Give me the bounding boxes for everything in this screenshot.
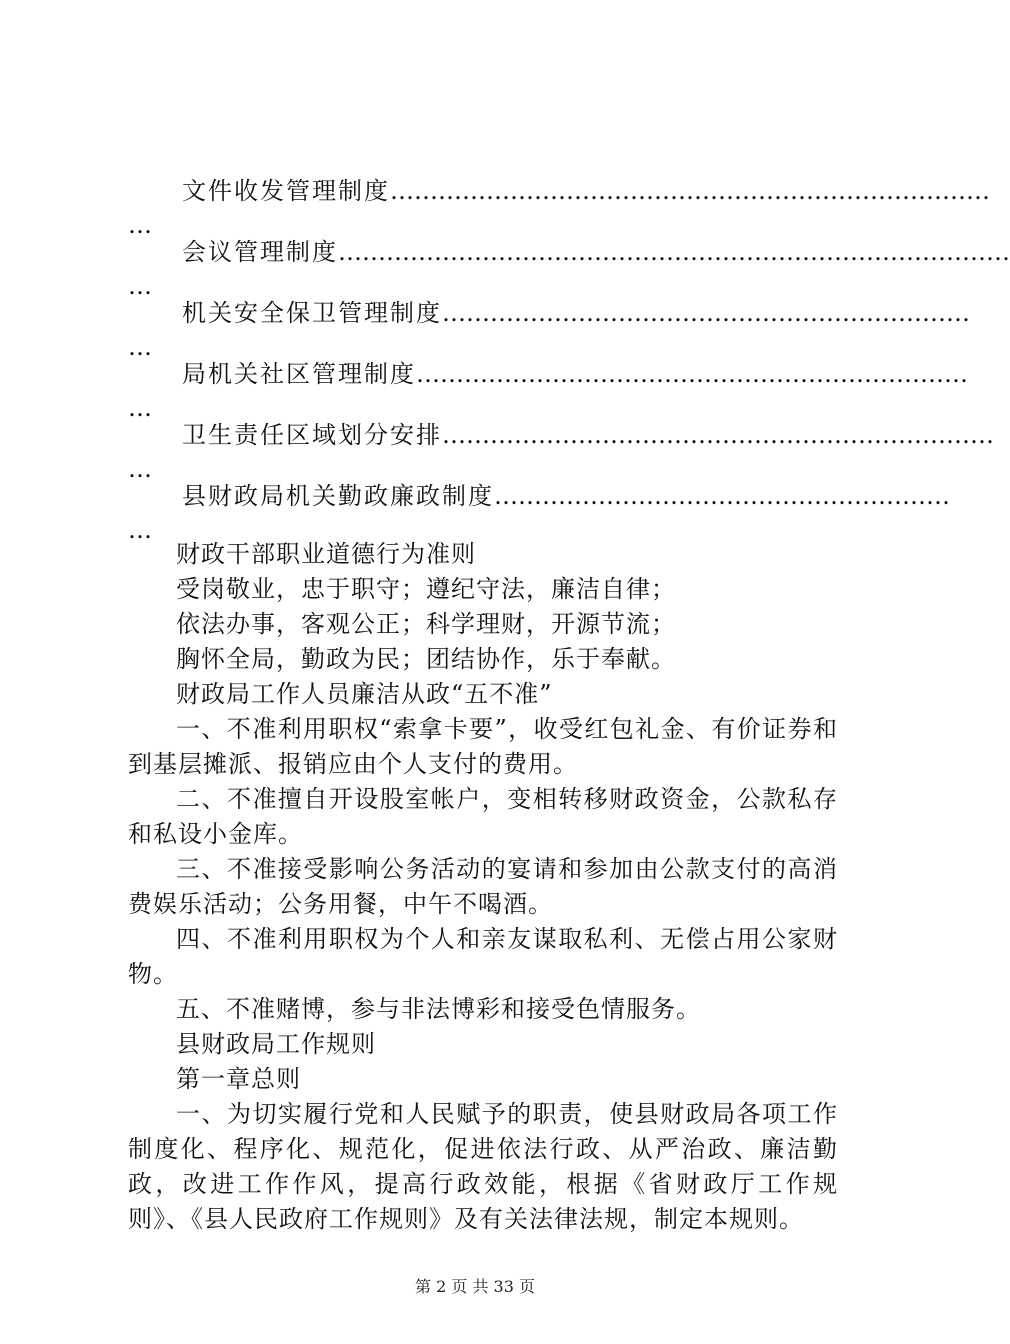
toc-entry-title: 会议管理制度 (182, 238, 338, 266)
toc-leader-continuation: … (128, 272, 152, 300)
toc-entry-title: 卫生责任区域划分安排 (182, 421, 442, 449)
toc-entry[interactable] (182, 176, 990, 206)
toc-entry-title: 局机关社区管理制度 (182, 360, 416, 388)
toc-entry[interactable] (182, 481, 950, 511)
toc-entry-title: 文件收发管理制度 (182, 177, 390, 205)
paragraph: 受岗敬业，忠于职守；遵纪守法，廉洁自律； (176, 575, 676, 603)
toc-entry[interactable] (182, 359, 968, 389)
toc-leader-dots: …………………………………………………………… (416, 360, 968, 388)
toc-leader-continuation: … (128, 516, 152, 544)
paragraph: 一、不准利用职权“索拿卡要”，收受红包礼金、有价证券和到基层摊派、报销应由个人支付的费用。 (128, 715, 838, 778)
toc-leader-dots: ………………………………………………… (494, 482, 950, 510)
toc-entry[interactable] (182, 420, 994, 450)
paragraph: 五、不准赌博，参与非法博彩和接受色情服务。 (176, 995, 701, 1023)
toc-entry[interactable] (182, 298, 970, 328)
section-heading: 县财政局工作规则 (176, 1030, 376, 1058)
toc-leader-dots: ………………………………………………………………… (390, 177, 990, 205)
paragraph: 四、不准利用职权为个人和亲友谋取私利、无偿占用公家财物。 (128, 925, 838, 988)
toc-leader-continuation: … (128, 211, 152, 239)
toc-leader-continuation: … (128, 333, 152, 361)
toc-leader-continuation: … (128, 394, 152, 422)
paragraph: 胸怀全局，勤政为民；团结协作，乐于奉献。 (176, 645, 676, 673)
toc-leader-dots: ………………………………………………………… (442, 299, 970, 327)
toc-entry[interactable] (182, 237, 1010, 267)
body-text (128, 537, 838, 1237)
chapter-heading: 第一章总则 (176, 1065, 301, 1093)
section-heading: 财政干部职业道德行为准则 (176, 540, 476, 568)
paragraph: 二、不准擅自开设股室帐户，变相转移财政资金，公款私存和私设小金库。 (128, 785, 838, 848)
toc-leader-continuation: … (128, 455, 152, 483)
toc-entry-title: 县财政局机关勤政廉政制度 (182, 482, 494, 510)
toc-leader-dots: …………………………………………………………… (442, 421, 994, 449)
toc-leader-dots: ………………………………………………………………………… (338, 238, 1010, 266)
paragraph: 依法办事，客观公正；科学理财，开源节流； (176, 610, 676, 638)
toc-entry-title: 机关安全保卫管理制度 (182, 299, 442, 327)
paragraph: 一、为切实履行党和人民赋予的职责，使县财政局各项工作制度化、程序化、规范化，促进依法行政、从严治政、廉洁勤政，改进工作作风，提高行政效能，根据《省财政厅工作规则》、《县人民政府工作规则》及有关法律法规，制定本规则。 (128, 1100, 838, 1233)
paragraph: 三、不准接受影响公务活动的宴请和参加由公款支付的高消费娱乐活动；公务用餐，中午不喝酒。 (128, 855, 838, 918)
section-heading: 财政局工作人员廉洁从政“五不准” (176, 680, 553, 708)
page-number-footer: 第 2 页 共 33 页 (415, 1277, 535, 1296)
